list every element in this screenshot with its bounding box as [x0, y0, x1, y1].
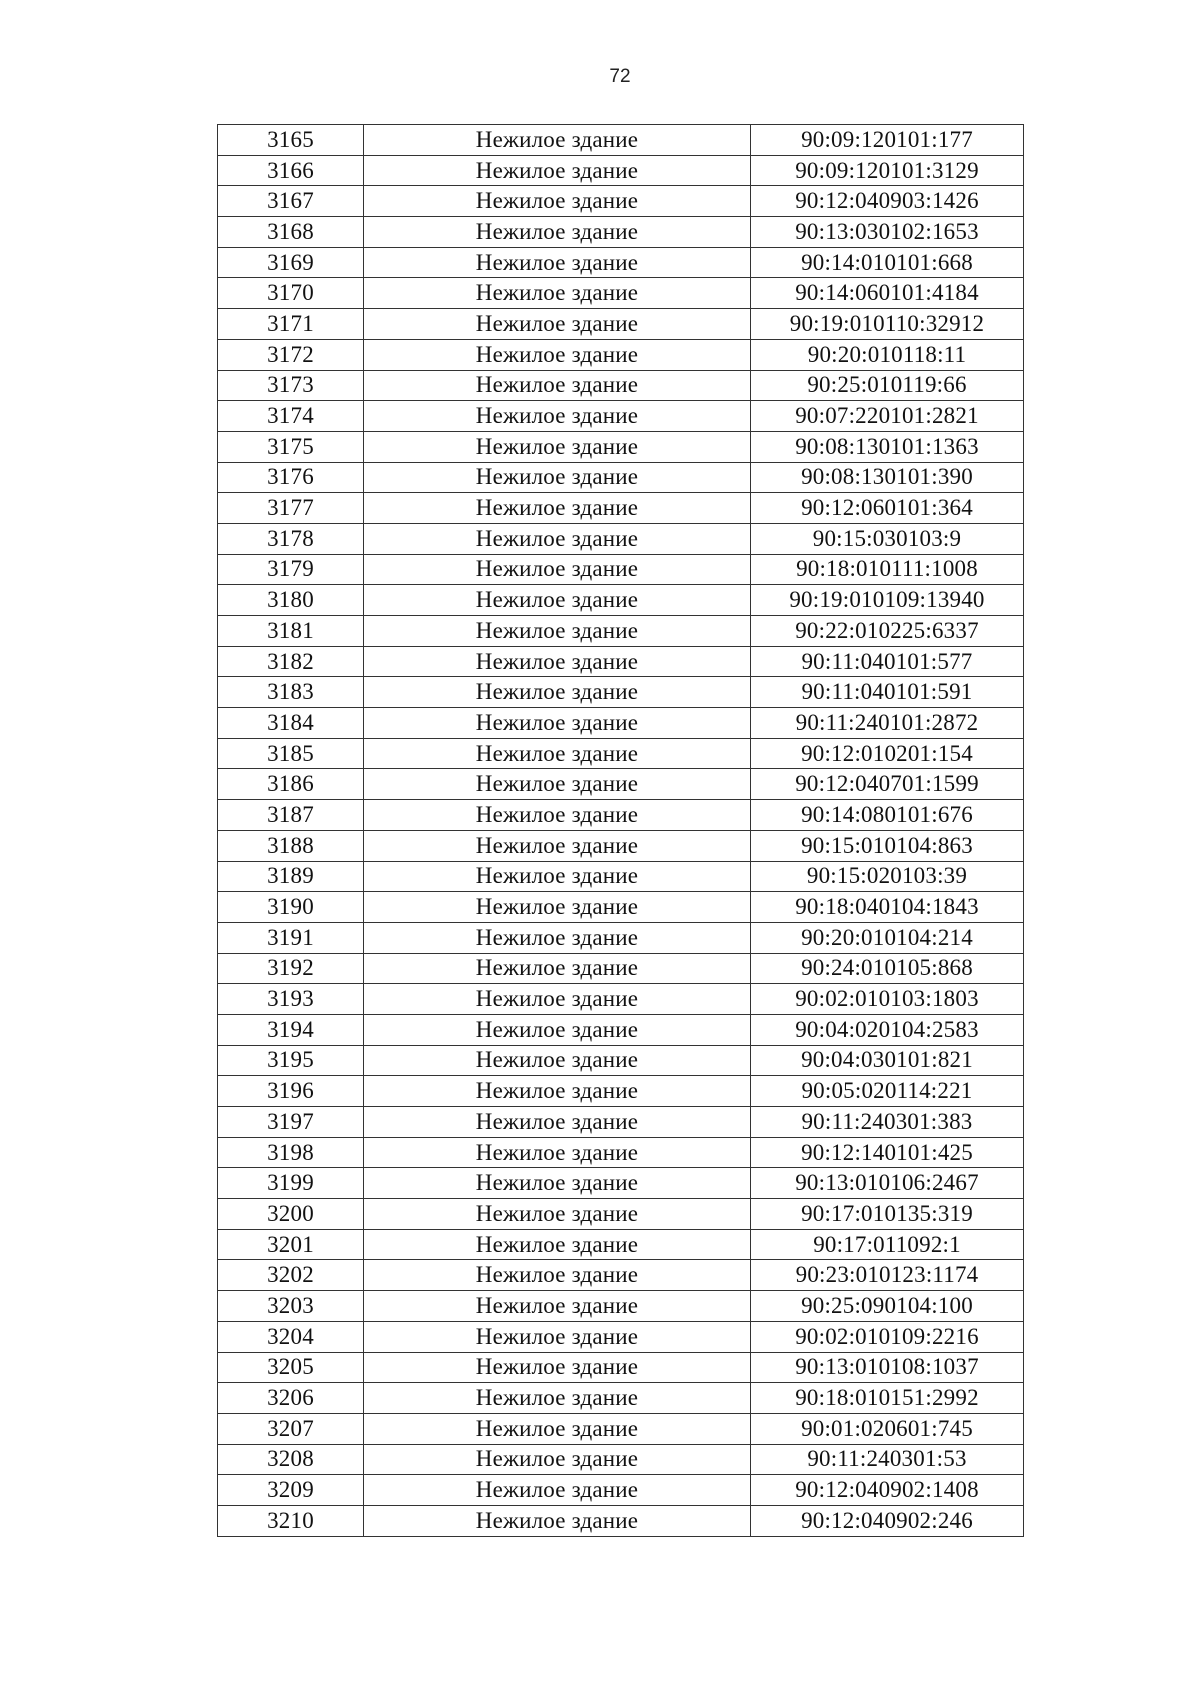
table-row — [218, 1444, 1024, 1475]
object-type-cell: Нежилое здание — [364, 462, 751, 493]
table-row — [218, 493, 1024, 524]
row-number-cell: 3193 — [218, 984, 364, 1015]
row-number-cell: 3185 — [218, 738, 364, 769]
table-row — [218, 830, 1024, 861]
cadastral-number-cell: 90:19:010109:13940 — [751, 585, 1024, 616]
cadastral-number-cell: 90:17:010135:319 — [751, 1199, 1024, 1230]
object-type-cell: Нежилое здание — [364, 1383, 751, 1414]
cadastral-number-cell: 90:07:220101:2821 — [751, 401, 1024, 432]
table-row — [218, 1199, 1024, 1230]
row-number-cell: 3210 — [218, 1505, 364, 1536]
table-row — [218, 1383, 1024, 1414]
row-number-cell: 3182 — [218, 646, 364, 677]
cadastral-number-cell: 90:05:020114:221 — [751, 1076, 1024, 1107]
table-row — [218, 217, 1024, 248]
row-number-cell: 3183 — [218, 677, 364, 708]
cadastral-number-cell: 90:02:010103:1803 — [751, 984, 1024, 1015]
object-type-cell: Нежилое здание — [364, 247, 751, 278]
table-row — [218, 1229, 1024, 1260]
table-row — [218, 861, 1024, 892]
table-row — [218, 922, 1024, 953]
object-type-cell: Нежилое здание — [364, 984, 751, 1015]
row-number-cell: 3184 — [218, 708, 364, 739]
row-number-cell: 3203 — [218, 1291, 364, 1322]
cadastral-number-cell: 90:15:030103:9 — [751, 523, 1024, 554]
object-type-cell: Нежилое здание — [364, 1505, 751, 1536]
table-row — [218, 155, 1024, 186]
object-type-cell: Нежилое здание — [364, 554, 751, 585]
object-type-cell: Нежилое здание — [364, 1076, 751, 1107]
table-row — [218, 646, 1024, 677]
row-number-cell: 3200 — [218, 1199, 364, 1230]
row-number-cell: 3167 — [218, 186, 364, 217]
table-row — [218, 1321, 1024, 1352]
cadastral-number-cell: 90:15:020103:39 — [751, 861, 1024, 892]
table-row — [218, 401, 1024, 432]
table-row — [218, 616, 1024, 647]
cadastral-number-cell: 90:11:240301:53 — [751, 1444, 1024, 1475]
table-row — [218, 309, 1024, 340]
cadastral-number-cell: 90:09:120101:3129 — [751, 155, 1024, 186]
row-number-cell: 3204 — [218, 1321, 364, 1352]
object-type-cell: Нежилое здание — [364, 769, 751, 800]
object-type-cell: Нежилое здание — [364, 1229, 751, 1260]
object-type-cell: Нежилое здание — [364, 800, 751, 831]
object-type-cell: Нежилое здание — [364, 585, 751, 616]
table-row — [218, 585, 1024, 616]
row-number-cell: 3209 — [218, 1475, 364, 1506]
object-type-cell: Нежилое здание — [364, 953, 751, 984]
cadastral-number-cell: 90:14:060101:4184 — [751, 278, 1024, 309]
object-type-cell: Нежилое здание — [364, 1168, 751, 1199]
cadastral-number-cell: 90:11:040101:577 — [751, 646, 1024, 677]
cadastral-number-cell: 90:12:040902:1408 — [751, 1475, 1024, 1506]
object-type-cell: Нежилое здание — [364, 646, 751, 677]
cadastral-number-cell: 90:11:240101:2872 — [751, 708, 1024, 739]
cadastral-number-cell: 90:08:130101:390 — [751, 462, 1024, 493]
object-type-cell: Нежилое здание — [364, 708, 751, 739]
object-type-cell: Нежилое здание — [364, 217, 751, 248]
table-row — [218, 1352, 1024, 1383]
table-row — [218, 769, 1024, 800]
object-type-cell: Нежилое здание — [364, 892, 751, 923]
object-type-cell: Нежилое здание — [364, 1321, 751, 1352]
row-number-cell: 3174 — [218, 401, 364, 432]
cadastral-number-cell: 90:12:060101:364 — [751, 493, 1024, 524]
object-type-cell: Нежилое здание — [364, 1107, 751, 1138]
object-type-cell: Нежилое здание — [364, 1475, 751, 1506]
row-number-cell: 3180 — [218, 585, 364, 616]
table-row — [218, 738, 1024, 769]
cadastral-number-cell: 90:12:140101:425 — [751, 1137, 1024, 1168]
object-type-cell: Нежилое здание — [364, 431, 751, 462]
cadastral-number-cell: 90:04:030101:821 — [751, 1045, 1024, 1076]
cadastral-number-cell: 90:11:240301:383 — [751, 1107, 1024, 1138]
object-type-cell: Нежилое здание — [364, 401, 751, 432]
object-type-cell: Нежилое здание — [364, 339, 751, 370]
row-number-cell: 3197 — [218, 1107, 364, 1138]
row-number-cell: 3169 — [218, 247, 364, 278]
cadastral-number-cell: 90:23:010123:1174 — [751, 1260, 1024, 1291]
object-type-cell: Нежилое здание — [364, 493, 751, 524]
object-type-cell: Нежилое здание — [364, 677, 751, 708]
row-number-cell: 3208 — [218, 1444, 364, 1475]
object-type-cell: Нежилое здание — [364, 523, 751, 554]
cadastral-number-cell: 90:25:090104:100 — [751, 1291, 1024, 1322]
cadastral-number-cell: 90:18:040104:1843 — [751, 892, 1024, 923]
row-number-cell: 3175 — [218, 431, 364, 462]
object-type-cell: Нежилое здание — [364, 186, 751, 217]
cadastral-number-cell: 90:12:040902:246 — [751, 1505, 1024, 1536]
cadastral-number-cell: 90:18:010151:2992 — [751, 1383, 1024, 1414]
cadastral-number-cell: 90:14:010101:668 — [751, 247, 1024, 278]
row-number-cell: 3187 — [218, 800, 364, 831]
object-type-cell: Нежилое здание — [364, 1014, 751, 1045]
row-number-cell: 3207 — [218, 1413, 364, 1444]
table-row — [218, 186, 1024, 217]
table-row — [218, 462, 1024, 493]
object-type-cell: Нежилое здание — [364, 616, 751, 647]
row-number-cell: 3205 — [218, 1352, 364, 1383]
row-number-cell: 3196 — [218, 1076, 364, 1107]
table-row — [218, 339, 1024, 370]
cadastral-number-cell: 90:08:130101:1363 — [751, 431, 1024, 462]
cadastral-number-cell: 90:02:010109:2216 — [751, 1321, 1024, 1352]
cadastral-number-cell: 90:24:010105:868 — [751, 953, 1024, 984]
row-number-cell: 3172 — [218, 339, 364, 370]
row-number-cell: 3179 — [218, 554, 364, 585]
row-number-cell: 3166 — [218, 155, 364, 186]
cadastral-number-cell: 90:11:040101:591 — [751, 677, 1024, 708]
row-number-cell: 3176 — [218, 462, 364, 493]
table-row — [218, 125, 1024, 156]
table-row — [218, 370, 1024, 401]
cadastral-number-cell: 90:18:010111:1008 — [751, 554, 1024, 585]
object-type-cell: Нежилое здание — [364, 922, 751, 953]
table-row — [218, 1045, 1024, 1076]
object-type-cell: Нежилое здание — [364, 861, 751, 892]
row-number-cell: 3206 — [218, 1383, 364, 1414]
cadastral-number-cell: 90:12:040701:1599 — [751, 769, 1024, 800]
row-number-cell: 3191 — [218, 922, 364, 953]
cadastral-number-cell: 90:13:010108:1037 — [751, 1352, 1024, 1383]
object-type-cell: Нежилое здание — [364, 1444, 751, 1475]
table-row — [218, 1076, 1024, 1107]
table-row — [218, 1137, 1024, 1168]
object-type-cell: Нежилое здание — [364, 1045, 751, 1076]
cadastral-number-cell: 90:15:010104:863 — [751, 830, 1024, 861]
page-number: 72 — [609, 66, 631, 87]
object-type-cell: Нежилое здание — [364, 830, 751, 861]
cadastral-number-cell: 90:25:010119:66 — [751, 370, 1024, 401]
object-type-cell: Нежилое здание — [364, 1260, 751, 1291]
cadastral-number-cell: 90:12:040903:1426 — [751, 186, 1024, 217]
table-row — [218, 1291, 1024, 1322]
object-type-cell: Нежилое здание — [364, 125, 751, 156]
row-number-cell: 3198 — [218, 1137, 364, 1168]
table-row — [218, 278, 1024, 309]
row-number-cell: 3201 — [218, 1229, 364, 1260]
object-type-cell: Нежилое здание — [364, 370, 751, 401]
object-type-cell: Нежилое здание — [364, 738, 751, 769]
object-type-cell: Нежилое здание — [364, 1352, 751, 1383]
table-row — [218, 1475, 1024, 1506]
table-row — [218, 1505, 1024, 1536]
object-type-cell: Нежилое здание — [364, 1199, 751, 1230]
row-number-cell: 3194 — [218, 1014, 364, 1045]
row-number-cell: 3199 — [218, 1168, 364, 1199]
cadastral-number-cell: 90:20:010118:11 — [751, 339, 1024, 370]
object-type-cell: Нежилое здание — [364, 1291, 751, 1322]
table-row — [218, 984, 1024, 1015]
table-body — [218, 125, 1024, 1537]
cadastral-number-cell: 90:22:010225:6337 — [751, 616, 1024, 647]
row-number-cell: 3186 — [218, 769, 364, 800]
object-type-cell: Нежилое здание — [364, 155, 751, 186]
table-row — [218, 1014, 1024, 1045]
row-number-cell: 3173 — [218, 370, 364, 401]
object-type-cell: Нежилое здание — [364, 278, 751, 309]
row-number-cell: 3178 — [218, 523, 364, 554]
row-number-cell: 3190 — [218, 892, 364, 923]
cadastral-number-cell: 90:12:010201:154 — [751, 738, 1024, 769]
cadastral-number-cell: 90:13:010106:2467 — [751, 1168, 1024, 1199]
property-registry-table — [217, 124, 1024, 1537]
cadastral-number-cell: 90:01:020601:745 — [751, 1413, 1024, 1444]
object-type-cell: Нежилое здание — [364, 309, 751, 340]
table-row — [218, 1260, 1024, 1291]
table-row — [218, 523, 1024, 554]
cadastral-number-cell: 90:17:011092:1 — [751, 1229, 1024, 1260]
row-number-cell: 3192 — [218, 953, 364, 984]
table-row — [218, 1413, 1024, 1444]
row-number-cell: 3202 — [218, 1260, 364, 1291]
table-row — [218, 953, 1024, 984]
row-number-cell: 3189 — [218, 861, 364, 892]
table-row — [218, 677, 1024, 708]
object-type-cell: Нежилое здание — [364, 1137, 751, 1168]
table-row — [218, 892, 1024, 923]
row-number-cell: 3188 — [218, 830, 364, 861]
table-row — [218, 554, 1024, 585]
row-number-cell: 3177 — [218, 493, 364, 524]
row-number-cell: 3168 — [218, 217, 364, 248]
object-type-cell: Нежилое здание — [364, 1413, 751, 1444]
table-row — [218, 708, 1024, 739]
table-row — [218, 1107, 1024, 1138]
table-row — [218, 800, 1024, 831]
row-number-cell: 3170 — [218, 278, 364, 309]
table-row — [218, 247, 1024, 278]
cadastral-number-cell: 90:13:030102:1653 — [751, 217, 1024, 248]
row-number-cell: 3165 — [218, 125, 364, 156]
cadastral-number-cell: 90:20:010104:214 — [751, 922, 1024, 953]
cadastral-number-cell: 90:04:020104:2583 — [751, 1014, 1024, 1045]
table-row — [218, 1168, 1024, 1199]
table-row — [218, 431, 1024, 462]
row-number-cell: 3181 — [218, 616, 364, 647]
cadastral-number-cell: 90:14:080101:676 — [751, 800, 1024, 831]
cadastral-number-cell: 90:09:120101:177 — [751, 125, 1024, 156]
row-number-cell: 3195 — [218, 1045, 364, 1076]
row-number-cell: 3171 — [218, 309, 364, 340]
cadastral-number-cell: 90:19:010110:32912 — [751, 309, 1024, 340]
